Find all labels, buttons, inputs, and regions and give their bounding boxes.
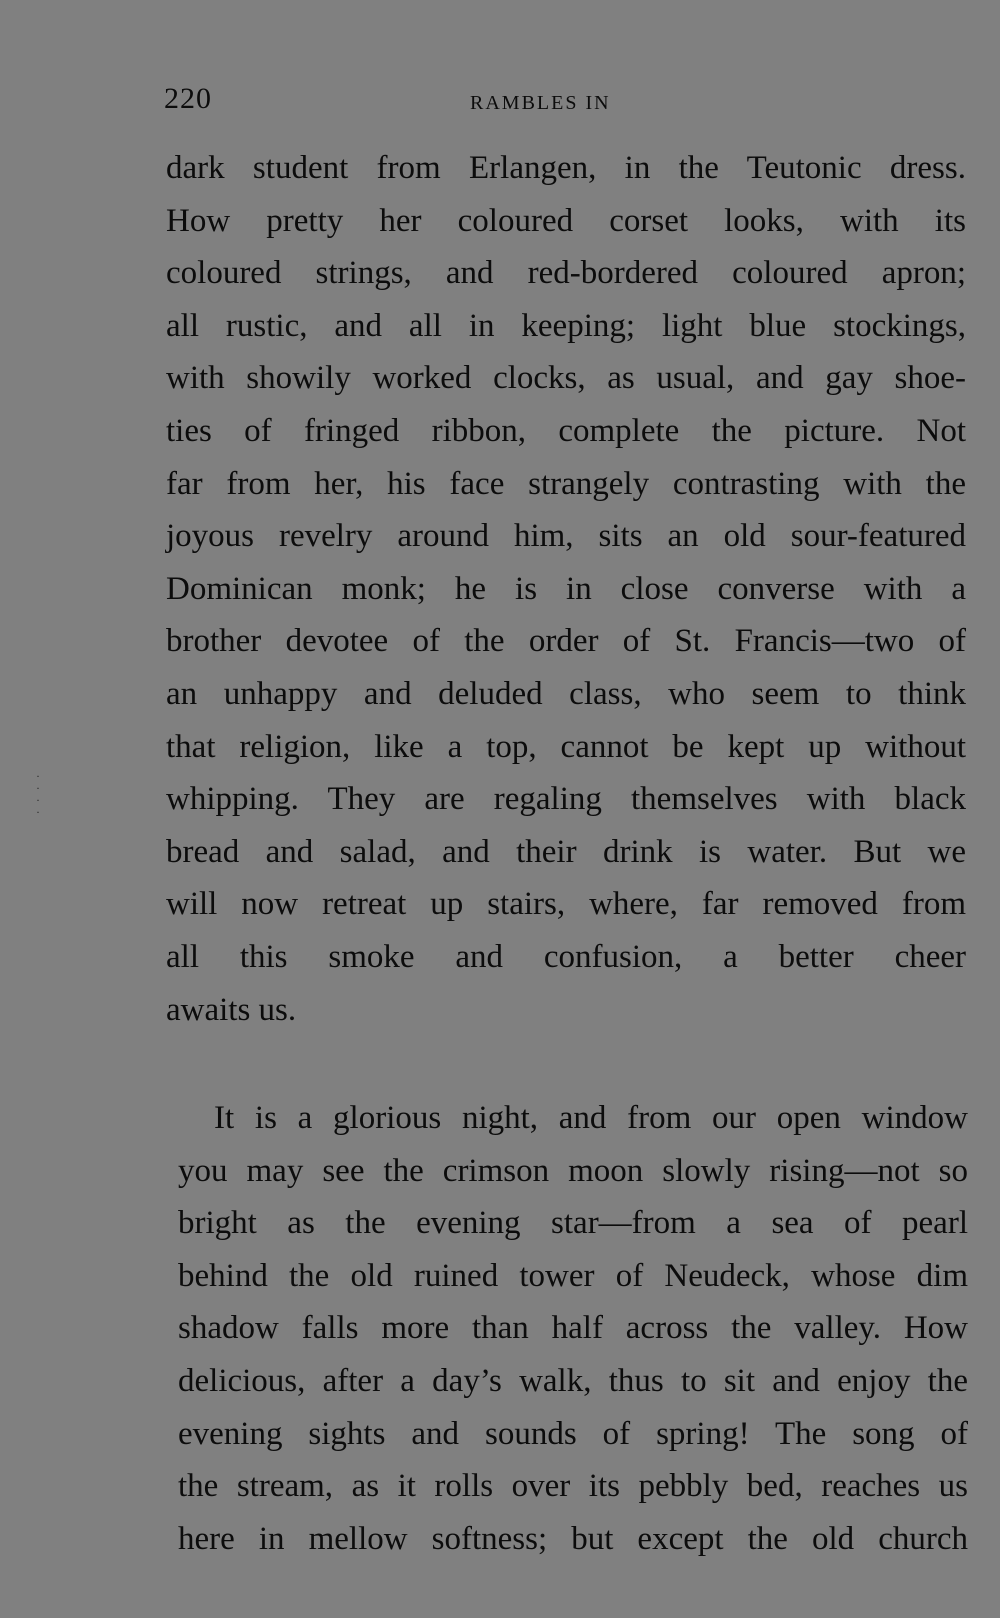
text-line: dark student from Erlangen, in the Teutonic dress. bbox=[166, 150, 966, 186]
text-line: delicious, after a day’s walk, thus to sit and enjoy the bbox=[178, 1362, 968, 1399]
text-line: joyous revelry around him, sits an old sour-featured bbox=[166, 518, 966, 555]
text-line: evening sights and sounds of spring! The song of bbox=[178, 1415, 968, 1452]
margin-specks: · · · · bbox=[36, 769, 40, 819]
text-line: coloured strings, and red-bordered coloured apron; bbox=[166, 255, 966, 292]
text-line: far from her, his face strangely contrasting with the bbox=[166, 465, 966, 502]
text-line: an unhappy and deluded class, who seem to think bbox=[166, 675, 966, 712]
text-line: bread and salad, and their drink is water. But we bbox=[166, 833, 966, 870]
text-line: brother devotee of the order of St. Francis—two of bbox=[166, 623, 966, 660]
text-line: will now retreat up stairs, where, far removed from bbox=[166, 886, 966, 923]
text-line: with showily worked clocks, as usual, and gay shoe- bbox=[166, 360, 966, 397]
text-line: Dominican monk; he is in close converse with a bbox=[166, 570, 966, 607]
text-line: How pretty her coloured corset looks, with its bbox=[166, 202, 966, 239]
running-title: RAMBLES IN bbox=[470, 92, 611, 114]
text-line: all this smoke and confusion, a better cheer bbox=[166, 938, 966, 975]
text-line: here in mellow softness; but except the old church bbox=[178, 1520, 968, 1557]
paragraph-1 bbox=[166, 142, 966, 1036]
text-line: ties of fringed ribbon, complete the picture. Not bbox=[166, 412, 966, 449]
text-line: whipping. They are regaling themselves with black bbox=[166, 781, 966, 818]
text-line: awaits us. bbox=[166, 991, 297, 1028]
paragraph-2 bbox=[178, 1092, 968, 1565]
page-number: 220 bbox=[164, 82, 212, 115]
text-line: you may see the crimson moon slowly rising—not so bbox=[178, 1152, 968, 1189]
text-line: that religion, like a top, cannot be kept up without bbox=[166, 728, 966, 765]
text-line: the stream, as it rolls over its pebbly bed, reaches us bbox=[178, 1468, 968, 1505]
text-line: bright as the evening star—from a sea of pearl bbox=[178, 1205, 968, 1242]
text-line: all rustic, and all in keeping; light blue stockings, bbox=[166, 307, 966, 344]
page-header bbox=[164, 82, 964, 122]
text-line: It is a glorious night, and from our open window bbox=[214, 1100, 968, 1136]
text-line: behind the old ruined tower of Neudeck, whose dim bbox=[178, 1257, 968, 1294]
text-line: shadow falls more than half across the valley. How bbox=[178, 1310, 968, 1347]
